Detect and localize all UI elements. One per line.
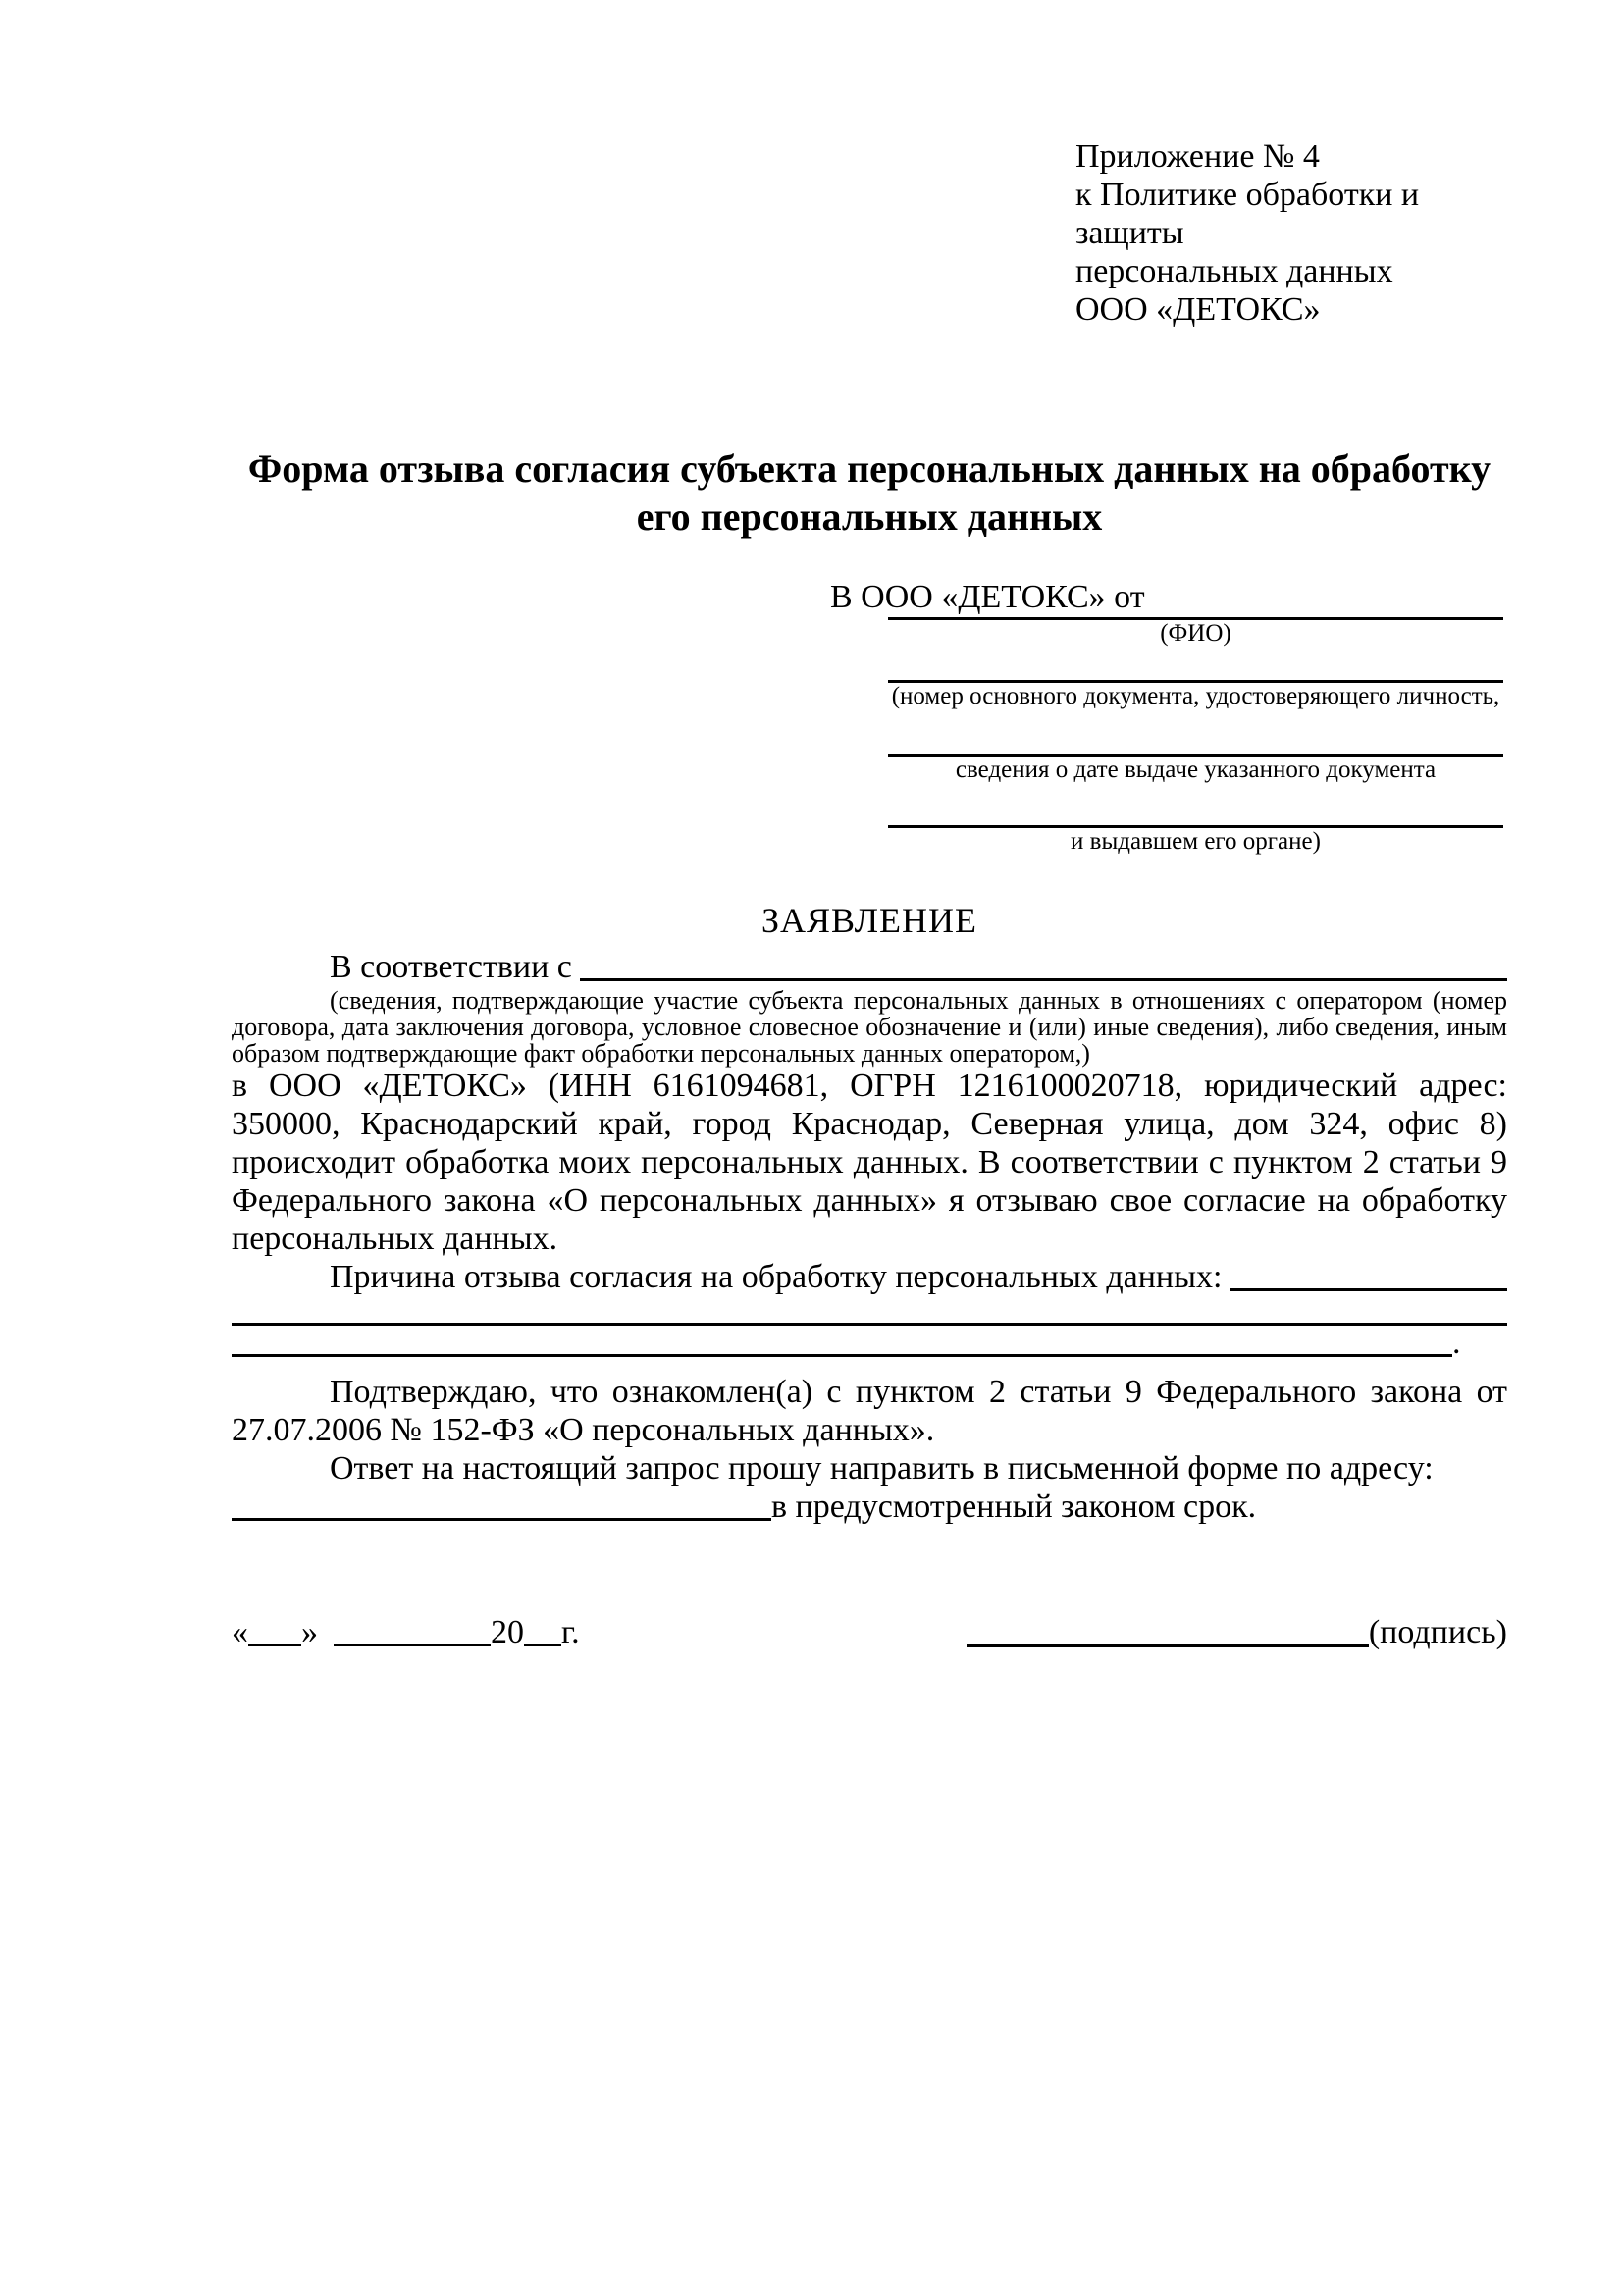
footnote-text: (сведения, подтверждающие участие субъекта персональных данных в отношениях с оператором (номер договора, дата заключения договора, условное словесное обозначение и (или) иные сведения), либо сведения, иным образом подтверждающие факт обработки персональных данных оператором,) [232,986,1507,1068]
reason-row [232,1258,1507,1297]
date-blank-month [334,1644,491,1646]
blank-write-line-2-rule [232,1354,1452,1357]
date-field [232,1611,580,1654]
reply-address-blank-line [232,1518,771,1521]
field-caption-issuing-authority: и выдавшем его органе) [1071,828,1321,855]
date-blank-year [524,1644,561,1646]
main-paragraph: в ООО «ДЕТОКС» (ИНН 6161094681, ОГРН 1216100020718, юридический адрес: 350000, Краснодарский край, город Краснодар, Северная улица, дом 324, офис 8) происходит обработка моих персональных данных. В соответствии с пунктом 2 статьи 9 Федерального закона «О персональных данных» я отзываю свое согласие на обработку персональных данных. [232,1068,1507,1257]
field-caption-document-number: (номер основного документа, удостоверяющего личность, [891,683,1500,709]
page-title-line-1: Форма отзыва согласия субъекта персональных данных на обработку [247,446,1492,491]
appendix-header-line: Приложение № 4 [1075,138,1320,175]
reply-address-row [232,1487,1507,1527]
date-quote-close: » [301,1614,318,1650]
date-signature-row [232,1611,1507,1654]
accordance-prefix: В соответствии с [330,949,572,985]
reason-prefix: Причина отзыва согласия на обработку персональных данных: [330,1259,1223,1295]
field-caption-issue-date: сведения о дате выдаче указанного документа [955,757,1437,783]
date-year-suffix: г. [561,1614,580,1650]
appendix-header-line: ООО «ДЕТОКС» [1075,291,1321,328]
blank-write-line-2 [232,1326,1507,1363]
addressee-fields [888,617,1503,856]
signature-line [967,1644,1369,1647]
page-title [232,444,1507,541]
reason-blank-line [1230,1288,1507,1291]
reply-paragraph: Ответ на настоящий запрос прошу направить в письменной форме по адресу: [330,1450,1434,1487]
page-title-line-2: его персональных данных [636,495,1103,539]
appendix-header [1075,137,1507,329]
signature-field [967,1611,1507,1654]
date-year-prefix: 20 [491,1614,524,1650]
accordance-blank-line [580,978,1507,981]
reply-suffix: в предусмотренный законом срок. [771,1488,1257,1525]
field-caption-fio: (ФИО) [1160,620,1231,647]
date-blank-day [248,1644,301,1646]
accordance-row [232,948,1507,987]
date-quote-open: « [232,1614,248,1650]
appendix-header-line: к Политике обработки и защиты [1075,177,1420,251]
signature-caption: (подпись) [1368,1614,1507,1650]
line-terminator-dot: . [1452,1325,1461,1361]
confirm-paragraph: Подтверждаю, что ознакомлен(а) с пунктом 2 статьи 9 Федерального закона от 27.07.2006 № 152-ФЗ «О персональных данных». [232,1374,1507,1448]
appendix-header-line: персональных данных [1075,253,1393,289]
statement-heading: ЗАЯВЛЕНИЕ [760,901,978,940]
addressee-line: В ООО «ДЕТОКС» от [830,579,1145,615]
